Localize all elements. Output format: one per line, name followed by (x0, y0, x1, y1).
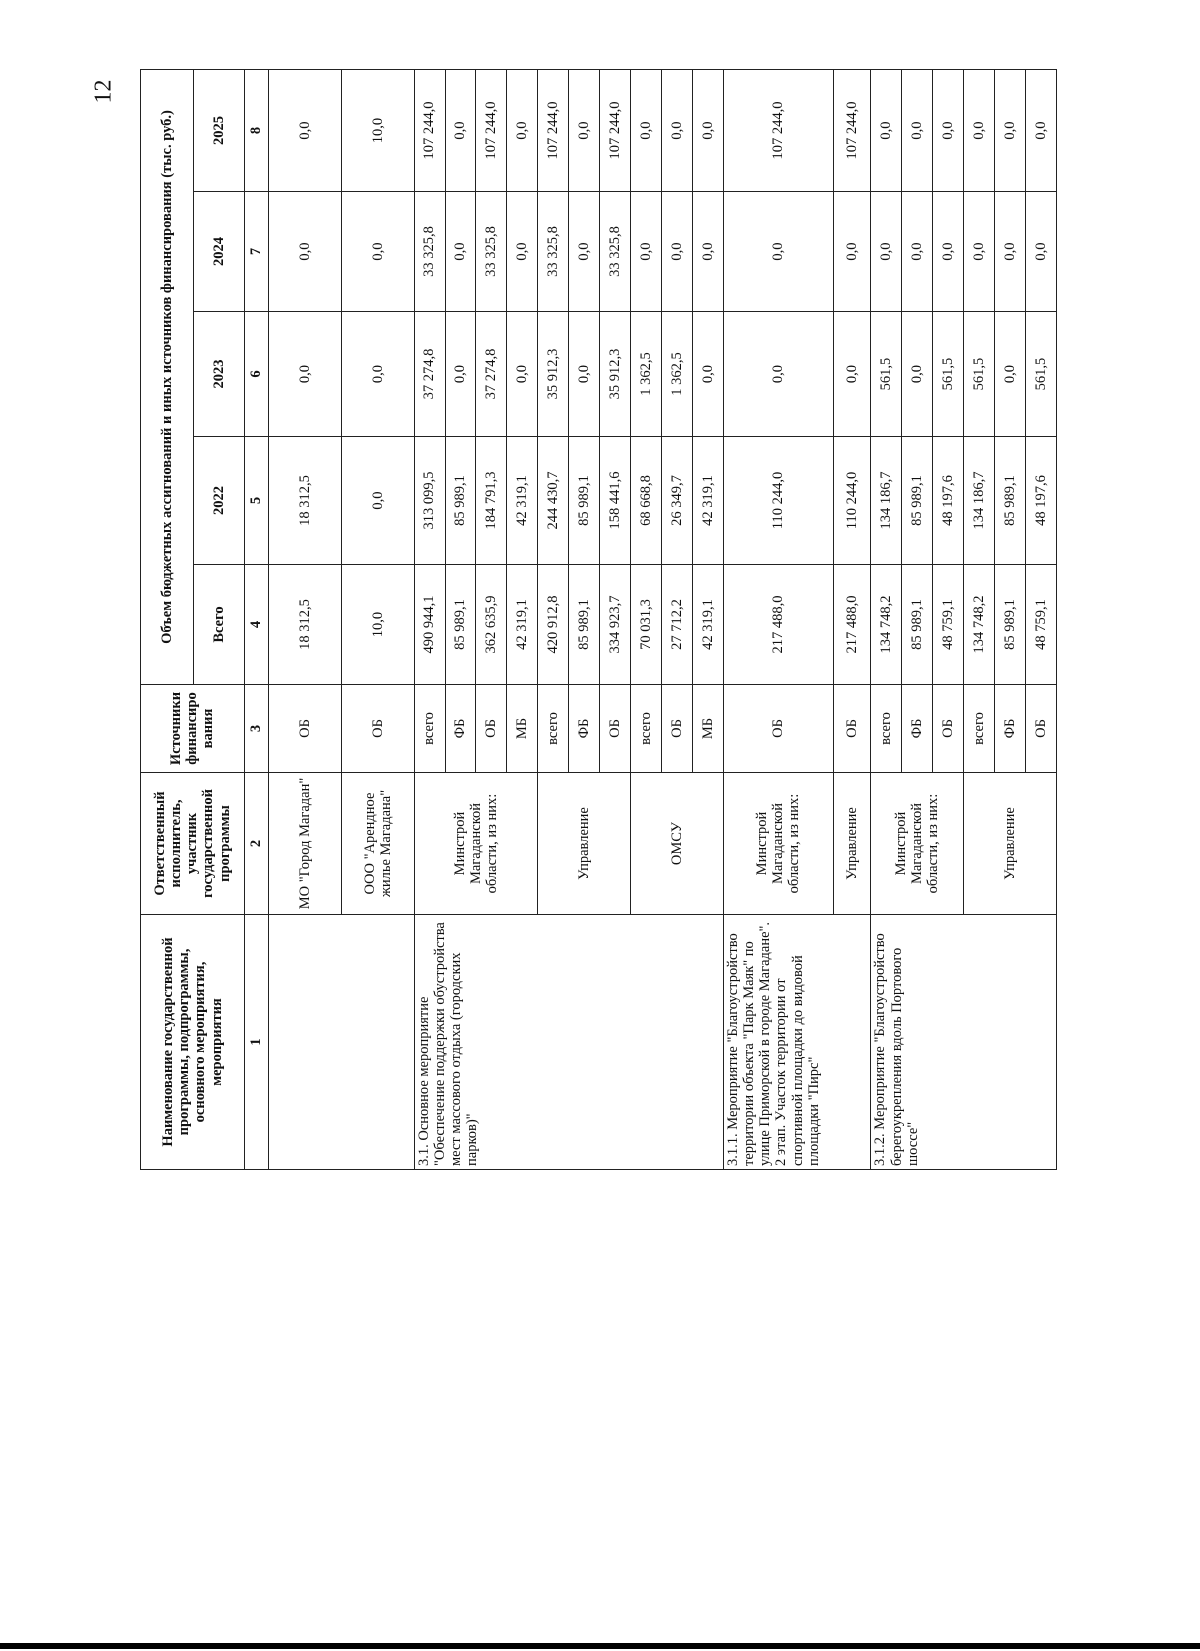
scan-bottom-border (0, 1643, 1200, 1649)
source-cell: ФБ (445, 685, 476, 773)
value-cell: 85 989,1 (569, 565, 600, 685)
name-cell (269, 915, 415, 1170)
executor-cell: МО "Город Магадан" (269, 773, 342, 915)
value-cell: 0,0 (871, 69, 902, 191)
col-index: 1 (244, 915, 268, 1170)
value-cell: 420 912,8 (538, 565, 569, 685)
value-cell: 26 349,7 (661, 437, 692, 565)
executor-cell: ОМСУ (630, 773, 723, 915)
value-cell: 0,0 (445, 69, 476, 191)
source-cell: МБ (692, 685, 723, 773)
value-cell: 0,0 (269, 69, 342, 191)
value-cell: 37 274,8 (476, 312, 507, 437)
source-cell: всего (414, 685, 445, 773)
source-cell: ОБ (933, 685, 964, 773)
value-cell: 0,0 (630, 192, 661, 312)
source-cell: ФБ (569, 685, 600, 773)
value-cell: 85 989,1 (445, 437, 476, 565)
value-cell: 85 989,1 (995, 565, 1026, 685)
source-cell: всего (964, 685, 995, 773)
value-cell: 0,0 (692, 192, 723, 312)
table-row (414, 69, 445, 1169)
value-cell: 42 319,1 (507, 565, 538, 685)
value-cell: 0,0 (995, 69, 1026, 191)
source-cell: МБ (507, 685, 538, 773)
value-cell: 134 186,7 (964, 437, 995, 565)
value-cell: 37 274,8 (414, 312, 445, 437)
source-cell: всего (538, 685, 569, 773)
value-cell: 0,0 (995, 312, 1026, 437)
value-cell: 85 989,1 (445, 565, 476, 685)
value-cell: 0,0 (833, 312, 871, 437)
source-cell: всего (630, 685, 661, 773)
value-cell: 0,0 (269, 312, 342, 437)
value-cell: 0,0 (871, 192, 902, 312)
value-cell: 107 244,0 (600, 69, 631, 191)
value-cell: 334 923,7 (600, 565, 631, 685)
value-cell: 33 325,8 (476, 192, 507, 312)
value-cell: 0,0 (995, 192, 1026, 312)
value-cell: 85 989,1 (569, 437, 600, 565)
value-cell: 107 244,0 (723, 69, 833, 191)
value-cell: 217 488,0 (833, 565, 871, 685)
value-cell: 0,0 (933, 69, 964, 191)
value-cell: 68 668,8 (630, 437, 661, 565)
value-cell: 0,0 (341, 192, 414, 312)
value-cell: 33 325,8 (600, 192, 631, 312)
source-cell: ОБ (723, 685, 833, 773)
value-cell: 85 989,1 (902, 437, 933, 565)
value-cell: 10,0 (341, 565, 414, 685)
page-number: 12 (90, 79, 117, 104)
value-cell: 42 319,1 (692, 565, 723, 685)
value-cell: 0,0 (964, 69, 995, 191)
value-cell: 42 319,1 (692, 437, 723, 565)
value-cell: 313 099,5 (414, 437, 445, 565)
value-cell: 107 244,0 (414, 69, 445, 191)
value-cell: 0,0 (569, 192, 600, 312)
source-cell: ОБ (476, 685, 507, 773)
source-cell: ОБ (269, 685, 342, 773)
value-cell: 107 244,0 (538, 69, 569, 191)
source-cell: всего (871, 685, 902, 773)
executor-cell: Минстрой Магаданской области, из них: (871, 773, 964, 915)
value-cell: 134 748,2 (871, 565, 902, 685)
value-cell: 0,0 (833, 192, 871, 312)
value-cell: 0,0 (507, 69, 538, 191)
value-cell: 0,0 (661, 192, 692, 312)
value-cell: 27 712,2 (661, 565, 692, 685)
executor-cell: Управление (538, 773, 631, 915)
col-index: 6 (244, 312, 268, 437)
value-cell: 0,0 (902, 312, 933, 437)
value-cell: 18 312,5 (269, 437, 342, 565)
value-cell: 18 312,5 (269, 565, 342, 685)
source-cell: ФБ (995, 685, 1026, 773)
source-cell: ОБ (341, 685, 414, 773)
value-cell: 1 362,5 (661, 312, 692, 437)
value-cell: 1 362,5 (630, 312, 661, 437)
value-cell: 48 759,1 (933, 565, 964, 685)
value-cell: 0,0 (902, 192, 933, 312)
value-cell: 561,5 (964, 312, 995, 437)
table-row (269, 69, 342, 1169)
source-cell: ОБ (661, 685, 692, 773)
value-cell: 362 635,9 (476, 565, 507, 685)
value-cell: 42 319,1 (507, 437, 538, 565)
value-cell: 33 325,8 (414, 192, 445, 312)
rotated-table-wrapper (140, 70, 1057, 1170)
value-cell: 0,0 (692, 312, 723, 437)
header-total: Всего (193, 565, 244, 685)
value-cell: 48 759,1 (1025, 565, 1056, 685)
value-cell: 0,0 (692, 69, 723, 191)
value-cell: 0,0 (723, 312, 833, 437)
source-cell: ОБ (600, 685, 631, 773)
value-cell: 561,5 (871, 312, 902, 437)
value-cell: 0,0 (445, 312, 476, 437)
value-cell: 0,0 (630, 69, 661, 191)
value-cell: 48 197,6 (933, 437, 964, 565)
value-cell: 85 989,1 (902, 565, 933, 685)
col-index: 7 (244, 192, 268, 312)
value-cell: 85 989,1 (995, 437, 1026, 565)
executor-cell: Управление (964, 773, 1057, 915)
source-cell: ОБ (833, 685, 871, 773)
value-cell: 561,5 (933, 312, 964, 437)
value-cell: 0,0 (569, 312, 600, 437)
value-cell: 0,0 (1025, 192, 1056, 312)
value-cell: 244 430,7 (538, 437, 569, 565)
header-2025: 2025 (193, 69, 244, 191)
budget-table (140, 69, 1057, 1170)
executor-cell: Минстрой Магаданской области, из них: (723, 773, 833, 915)
value-cell: 0,0 (723, 192, 833, 312)
value-cell: 0,0 (445, 192, 476, 312)
col-index: 5 (244, 437, 268, 565)
value-cell: 0,0 (341, 437, 414, 565)
activity-name-3-1: 3.1. Основное мероприятие "Обеспечение поддержки обустройства мест массового отдыха (городских парков)" (414, 915, 723, 1170)
value-cell: 0,0 (269, 192, 342, 312)
source-cell: ФБ (902, 685, 933, 773)
header-name: Наименование государственной программы, подпрограммы, основного мероприятия, мероприятия (141, 915, 245, 1170)
value-cell: 0,0 (569, 69, 600, 191)
activity-name-3-1-1: 3.1.1. Мероприятие "Благоустройство территории объекта "Парк Маяк" по улице Приморской в городе Магадане". 2 этап. Участок территории от спортивной площадки до видовой площадки "Пирс" (723, 915, 871, 1170)
header-2024: 2024 (193, 192, 244, 312)
executor-cell: ООО "Арендное жилье Магадана" (341, 773, 414, 915)
value-cell: 110 244,0 (833, 437, 871, 565)
value-cell: 0,0 (902, 69, 933, 191)
header-source: Источники финансиро вания (141, 685, 245, 773)
col-index: 4 (244, 565, 268, 685)
value-cell: 35 912,3 (600, 312, 631, 437)
value-cell: 0,0 (964, 192, 995, 312)
table-row (723, 69, 833, 1169)
executor-cell: Минстрой Магаданской области, из них: (414, 773, 538, 915)
header-funding-group: Объем бюджетных ассигнований и иных источников финансирования (тыс. руб.) (141, 69, 194, 684)
value-cell: 10,0 (341, 69, 414, 191)
value-cell: 134 186,7 (871, 437, 902, 565)
value-cell: 561,5 (1025, 312, 1056, 437)
value-cell: 107 244,0 (476, 69, 507, 191)
header-2022: 2022 (193, 437, 244, 565)
rotated-table-container (140, 70, 1057, 1170)
source-cell: ОБ (1025, 685, 1056, 773)
value-cell: 110 244,0 (723, 437, 833, 565)
value-cell: 0,0 (933, 192, 964, 312)
value-cell: 0,0 (341, 312, 414, 437)
value-cell: 134 748,2 (964, 565, 995, 685)
value-cell: 0,0 (1025, 69, 1056, 191)
value-cell: 48 197,6 (1025, 437, 1056, 565)
value-cell: 217 488,0 (723, 565, 833, 685)
value-cell: 0,0 (507, 192, 538, 312)
value-cell: 0,0 (661, 69, 692, 191)
value-cell: 35 912,3 (538, 312, 569, 437)
header-2023: 2023 (193, 312, 244, 437)
value-cell: 490 944,1 (414, 565, 445, 685)
value-cell: 184 791,3 (476, 437, 507, 565)
header-executor: Ответственный исполнитель, участник государственной программы (141, 773, 245, 915)
value-cell: 0,0 (507, 312, 538, 437)
value-cell: 107 244,0 (833, 69, 871, 191)
col-index: 8 (244, 69, 268, 191)
value-cell: 70 031,3 (630, 565, 661, 685)
col-index: 2 (244, 773, 268, 915)
col-index: 3 (244, 685, 268, 773)
table-row (871, 69, 902, 1169)
value-cell: 33 325,8 (538, 192, 569, 312)
value-cell: 158 441,6 (600, 437, 631, 565)
activity-name-3-1-2: 3.1.2. Мероприятие "Благоустройство берегоукрепления вдоль Портового шоссе" (871, 915, 1057, 1170)
table-body (141, 69, 1057, 1169)
executor-cell: Управление (833, 773, 871, 915)
